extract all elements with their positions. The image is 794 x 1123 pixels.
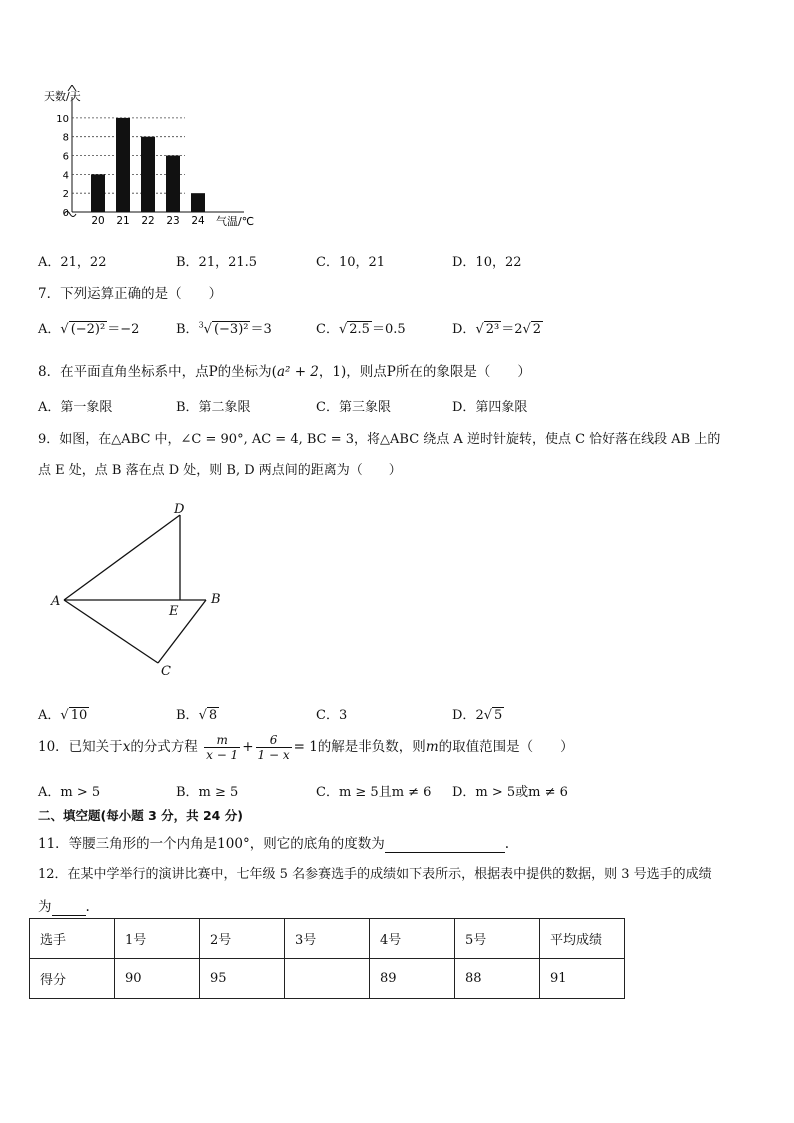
fraction-6-over-1-minus-x: $\frac{6}{1 - x}$	[257, 733, 290, 762]
table-cell: 89	[370, 959, 455, 999]
q6-option-c: C．10，21	[316, 255, 386, 270]
table-cell: 2号	[200, 919, 285, 959]
q9-stem-line2: 点 E 处，点 B 落在点 D 处，则 B, D 两点间的距离为（ ）	[38, 463, 402, 478]
q9-option-d: D．2√ 5	[452, 708, 503, 723]
q7-option-c: C．√ 2.5 ＝0.5	[316, 322, 406, 337]
q9-option-c: C．3	[316, 708, 348, 723]
q10-option-c: C．m ≥ 5且m ≠ 6	[316, 785, 432, 800]
table-cell: 平均成绩	[540, 919, 625, 959]
x-tick-label: 24	[191, 215, 205, 227]
segment-ac	[64, 600, 158, 663]
q7-option-d: D．√ 2³ ＝2√ 2	[452, 322, 542, 337]
q7-option-b: B．$^3$√ (−3)² ＝3	[176, 320, 272, 337]
point-label-e: E	[169, 604, 179, 619]
x-tick-label: 23	[166, 215, 180, 227]
bar-24	[191, 193, 205, 212]
table-cell: 得分	[30, 959, 115, 999]
q12-stem-line1: 12．在某中学举行的演讲比赛中，七年级 5 名参赛选手的成绩如下表所示，根据表中提供的数据，则 3 号选手的成绩	[38, 867, 712, 882]
x-tick-label: 20	[91, 215, 105, 227]
table-cell: 91	[540, 959, 625, 999]
q12-stem-line2: 为 .	[38, 899, 90, 915]
q11-answer-blank	[385, 836, 505, 853]
q8-option-b: B．第二象限	[176, 400, 251, 415]
y-tick-label: 8	[62, 132, 69, 144]
y-tick-label: 10	[56, 113, 69, 125]
y-tick-label: 2	[62, 189, 69, 201]
y-tick-label: 6	[62, 151, 69, 163]
segment-ad	[64, 515, 180, 600]
segment-cb	[158, 600, 206, 663]
section-title-fill-in: 二、填空题(每小题 3 分，共 24 分)	[38, 808, 243, 823]
point-label-c: C	[161, 664, 171, 679]
q6-option-a: A．21，22	[38, 255, 107, 270]
q11-stem: 11．等腰三角形的一个内角是100°，则它的底角的度数为 .	[38, 836, 509, 852]
y-axis-label: 天数/天	[44, 90, 81, 103]
x-tick-label: 21	[116, 215, 130, 227]
bar-23	[166, 156, 180, 212]
table-cell: 88	[455, 959, 540, 999]
y-tick-label: 0	[62, 208, 69, 219]
table-header-row	[30, 919, 625, 959]
bar-20	[91, 174, 105, 212]
x-tick-label: 22	[141, 215, 155, 227]
table-cell: 1号	[115, 919, 200, 959]
q6-option-d: D．10，22	[452, 255, 522, 270]
bar-21	[116, 118, 130, 212]
table-cell: 4号	[370, 919, 455, 959]
y-tick-label: 4	[62, 170, 69, 182]
table-cell	[285, 959, 370, 999]
point-label-b: B	[211, 592, 221, 607]
point-label-d: D	[174, 502, 185, 517]
q9-option-b: B．√ 8	[176, 708, 218, 723]
table-cell: 选手	[30, 919, 115, 959]
x-axis-label: 气温/℃	[216, 215, 255, 228]
temperature-bar-chart	[40, 85, 270, 230]
q10-option-a: A．m > 5	[38, 785, 101, 800]
fraction-m-over-x-minus-1: $\frac{m}{x - 1}$	[206, 733, 239, 762]
table-cell: 3号	[285, 919, 370, 959]
q7-stem: 7．下列运算正确的是（ ）	[38, 286, 223, 302]
q8-option-c: C．第三象限	[316, 400, 391, 415]
score-table	[29, 918, 625, 999]
table-cell: 95	[200, 959, 285, 999]
q9-option-a: A．√ 10	[38, 708, 88, 723]
q8-option-a: A．第一象限	[38, 400, 113, 415]
point-label-a: A	[51, 594, 61, 609]
q8-option-d: D．第四象限	[452, 400, 528, 415]
q6-option-b: B．21，21.5	[176, 255, 258, 270]
q10-option-b: B．m ≥ 5	[176, 785, 239, 800]
table-row	[30, 959, 625, 999]
q10-option-d: D．m > 5或m ≠ 6	[452, 785, 568, 800]
bar-22	[141, 137, 155, 212]
q8-stem: 8．在平面直角坐标系中，点P的坐标为(a² + 2，1)，则点P所在的象限是（ ）	[38, 364, 531, 380]
q12-answer-blank	[52, 899, 86, 916]
q9-stem-line1: 9．如图，在△ABC 中，∠C = 90°, AC = 4, BC = 3，将△ABC 绕点 A 逆时针旋转，使点 C 恰好落在线段 AB 上的	[38, 432, 721, 447]
rotation-triangle-figure	[40, 495, 240, 685]
table-cell: 90	[115, 959, 200, 999]
table-cell: 5号	[455, 919, 540, 959]
q10-stem: 10．已知关于x的分式方程 $\frac{m}{x - 1}$ + $\frac{6}{1 - x}$ = 1的解是非负数，则m的取值范围是（ ）	[38, 733, 574, 762]
q7-option-a: A．√ (−2)² ＝−2	[38, 322, 140, 337]
